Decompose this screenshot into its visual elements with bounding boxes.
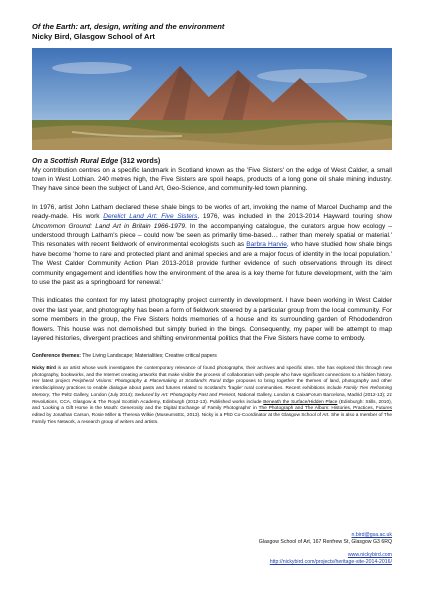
essay-heading (32, 156, 392, 166)
barbra-harvie-link[interactable]: Barbra Harvie (246, 241, 287, 249)
website-link[interactable]: www.nickybird.com (347, 552, 392, 559)
contact-block (259, 532, 392, 566)
paragraph-2-text-a: In 1976, artist John Latham declared these shale bings to be works of art, invoking the name of Marcel Duchamp and the ready-made. His work (32, 203, 392, 221)
paragraph-2-text-c: . In the accompanying catalogue, the curators argue how ecology – understood through Latham's piece – could now 'be seen as primarily time-based… rather than merely spatial or material.' This resonates with recent fieldwork of environmental ecologists such as (32, 222, 392, 249)
paragraph-1: My contribution centres on a specific landmark in Scotland known as the 'Five Sisters' on the edge of West Calder, a small town in West Lothian. 240 metres high, the Five Sisters are spoil heaps, products of a long gone oil shale mining industry. They have since been the subject of Land Art, Geo-Science, and community-led town planning. (32, 166, 392, 193)
bio-text-2: proposes to bring together the themes of land, photography and other interdisciplinary practices to enable dialogue about pasts and futures related to Scotland's 'fragile' rural communities. Recent exhibitions include (32, 379, 392, 392)
five-sisters-photo (32, 48, 392, 150)
bio-text-7: edited by Jonathan Carson, Rosie Miller & Theresa Wilkie (MuseumsEtc, 2013). Nicky is a PhD Co-Coordinator at the Glasgow School of Art. She is also a member of The Family Ties Network, a research group of writers and artists. (32, 412, 392, 425)
paragraph-2-text-d: , who have studied how shale bings have become 'home to rare and protected plant and animal species and are a major focus of identity in the local population.' The West Calder Community Action Plan 2013-2018 provide further evidence of such observations through its direct community engagement and identifies how the environment of the area is a key theme for future development, with the 'aim to use the past as a springboard for renewal.' (32, 241, 392, 287)
conference-themes-value: The Living Landscape; Materialities; Creative critical papers (80, 352, 217, 359)
essay-heading-title: On a Scottish Rural Edge (32, 156, 119, 165)
bio-italic-2: Family Ties Reframing Memory (32, 386, 392, 398)
landscape-photo-icon (32, 48, 392, 150)
paragraph-3: This indicates the context for my latest photography project currently in development. I have been working in West Calder over the last year, and photography has been a form of fieldwork steered by a particular group from the local community. For some members in the group, the Five Sisters holds memories of a house and its surrounding garden of Rhododendron flowers. This house was not demolished but simply buried in the bings. Consequently, my paper will be attempt to map layered histories, divergent practices and shifting environmental politics that the Five Sisters have come to embody. (32, 297, 392, 343)
bio-name: Nicky Bird (32, 366, 56, 371)
derelict-land-art-link[interactable]: Derelict Land Art: Five Sisters (103, 213, 198, 221)
bio-text-6: (Edinburgh: Stills, 2010), and 'Looking a Gift Horse in the Mouth: Generosity and the Digital Exchange of Family Photographs' in (32, 399, 392, 412)
document-author: Nicky Bird, Glasgow School of Art (32, 32, 155, 41)
bio-text-5: , CCA, Glasgow & The Royal Scottish Academy, Edinburgh (2012-13). Published works include (56, 399, 264, 405)
essay (32, 156, 392, 426)
bio-text-3: , The Peltz Gallery, London (July 2014); (49, 392, 135, 398)
document-title: Of the Earth: art, design, writing and the environment (32, 22, 225, 31)
paragraph-2 (32, 203, 392, 288)
essay-word-count: (312 words) (120, 156, 161, 165)
project-link[interactable]: http://nickybird.com/projects/heritage-site-2014-2016/ (269, 559, 392, 566)
postal-address: Glasgow School of Art, 167 Renfrew St, Glasgow G3 6RQ (258, 538, 392, 545)
conference-themes-label: Conference themes: (32, 352, 81, 359)
uncommon-ground-title: Uncommon Ground: Land Art in Britain 1966-1979 (32, 222, 186, 230)
bio-underline-1: Beneath the Surface/Hidden Place (263, 399, 338, 405)
bio-italic-4: 21 Revolutions (32, 392, 393, 405)
bio-italic-1: Peripheral Visions: Photography & Placemaking at Scotland's Rural Edge (72, 379, 234, 385)
paragraph-2-text-b: , 1976, was included in the 2013-2014 Hayward touring show (197, 213, 392, 221)
email-link[interactable]: n.bird@gsa.ac.uk (351, 532, 392, 538)
bio-italic-3: Seduced by Art: Photography Past and Present (134, 392, 235, 398)
bio-text-1: is an artist whose work investigates the contemporary relevance of found photographs, their archives and specific sites. She has explored this through new photography, bookworks, and the Internet creating artworks that make visible the process of collaboration with people who have significant connections to a hidden history. Her latest project (32, 366, 392, 385)
conference-themes (32, 353, 392, 361)
bio-text-4: , National Gallery, London & CaixaForum Barcelona, Madrid (2012-13); (234, 392, 387, 398)
document-header (32, 22, 392, 42)
author-bio (32, 366, 392, 426)
bio-underline-2: The Photograph and The Album: Histories, Practices, Futures (258, 406, 392, 412)
